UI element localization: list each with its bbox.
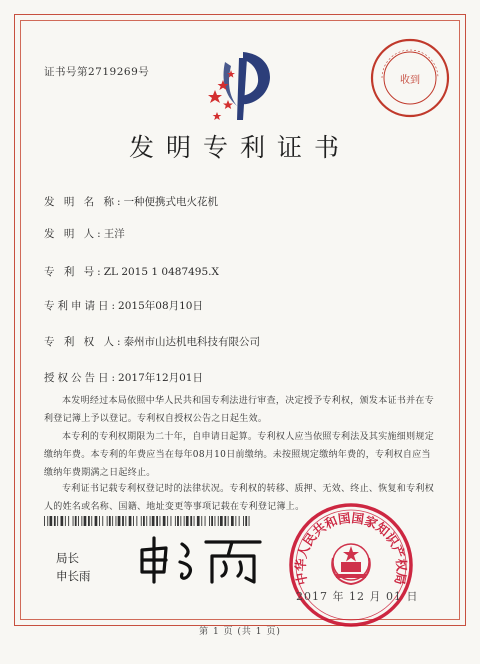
body-paragraph-3: 专利证书记载专利权登记时的法律状况。专利权的转移、质押、无效、终止、恢复和专利权人的姓名或名称、国籍、地址变更等事项记载在专利登记簿上。 — [44, 484, 435, 512]
certificate-number: 证书号第2719269号 — [44, 66, 150, 78]
body-paragraph-1: 本发明经过本局依照中华人民共和国专利法进行审查，决定授予专利权，颁发本证书并在专利登记簿上予以登记。专利权自授权公告之日起生效。 — [44, 396, 435, 424]
invention-name-value: 一种便携式电火花机 — [123, 196, 219, 208]
official-seal — [286, 500, 419, 630]
cnipa-logo-icon — [195, 40, 285, 130]
inventor-value: 王洋 — [103, 228, 125, 240]
body-paragraph-2: 本专利的专利权期限为二十年，自申请日起算。专利权人应当依照专利法及其实施细则规定缴纳年费。本专利的年费应当在每年08月10日前缴纳。未按照规定缴纳年费的，专利权自应当缴纳年费期满之日起终止。 — [44, 432, 435, 478]
inventor-field — [44, 226, 125, 241]
seal-date: 2017 年 12 月 01 日 — [296, 590, 419, 603]
director-title: 局长 — [56, 551, 79, 565]
filing-date-value: 2015年08月10日 — [118, 300, 203, 312]
patent-number-label: 专 利 号: — [44, 266, 104, 278]
patentee-label: 专 利 权 人: — [44, 336, 124, 348]
grant-date-field — [44, 370, 203, 385]
svg-text:收到: 收到 — [400, 75, 420, 86]
barcode — [44, 516, 252, 526]
seal-text: 中华人民共和国国家知识产权局 — [292, 510, 410, 587]
patentee-field — [44, 334, 260, 349]
grant-date-value: 2017年12月01日 — [118, 372, 203, 384]
inventor-label: 发 明 人: — [44, 228, 104, 240]
receipt-postmark-stamp — [368, 36, 452, 120]
filing-date-label: 专利申请日: — [44, 300, 119, 312]
invention-name-field — [44, 194, 218, 209]
grant-date-label: 授权公告日: — [44, 372, 119, 384]
filing-date-field — [44, 298, 203, 313]
patentee-value: 泰州市山达机电科技有限公司 — [123, 336, 261, 348]
director-signature — [136, 532, 266, 586]
document-title: 发明专利证书 — [128, 133, 351, 162]
invention-name-label: 发 明 名 称: — [44, 196, 124, 208]
patent-number-field — [44, 264, 219, 279]
director-name: 申长雨 — [56, 569, 91, 583]
patent-number-value: ZL 2015 1 0487495.X — [103, 266, 219, 278]
page-footer: 第 1 页 (共 1 页) — [199, 627, 281, 637]
